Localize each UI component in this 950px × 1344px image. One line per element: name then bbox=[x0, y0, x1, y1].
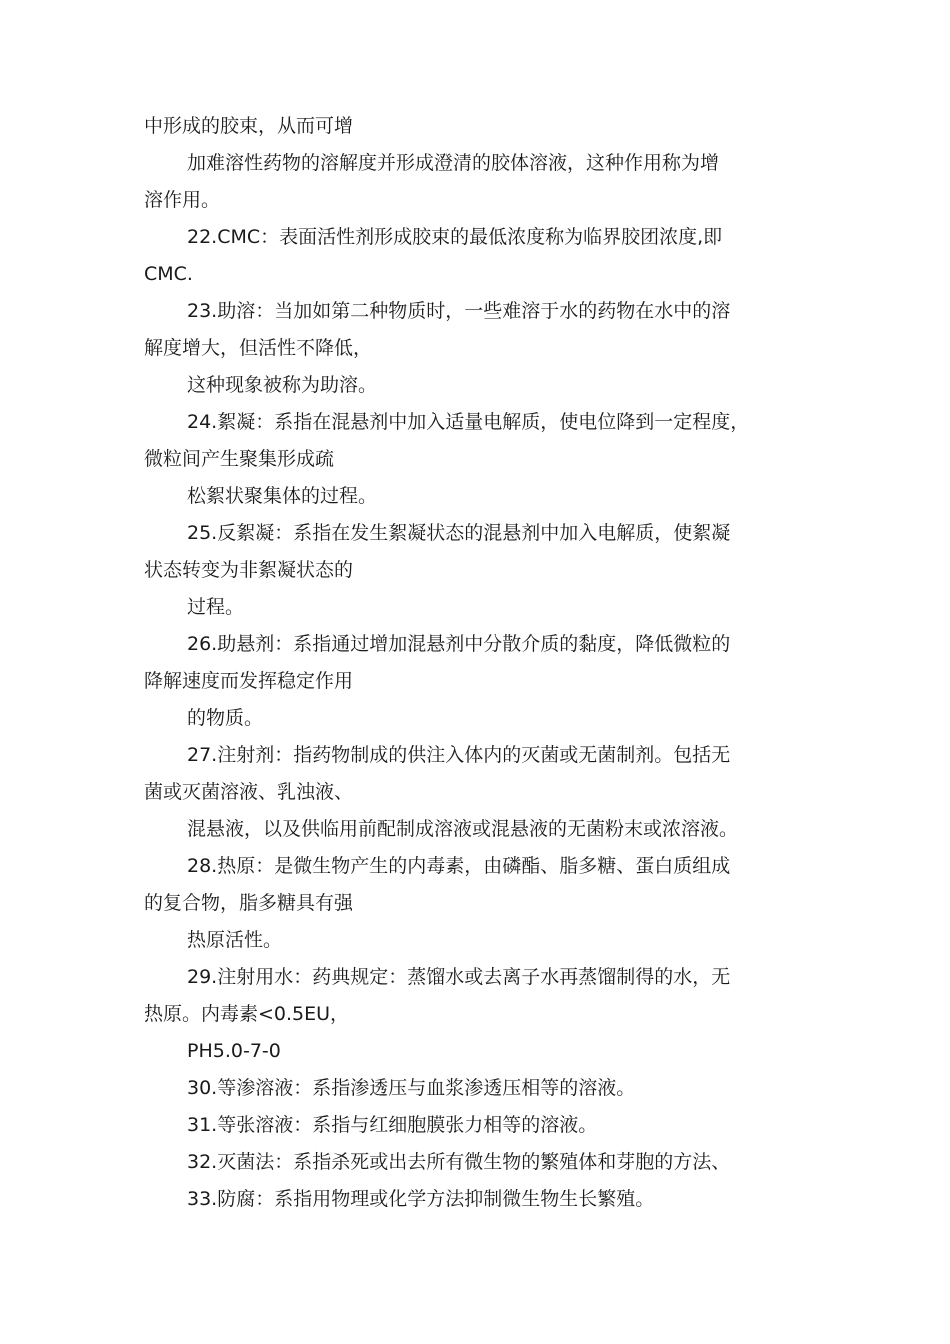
text-line: CMC. bbox=[144, 263, 193, 285]
definition-27-injection: 27.注射剂：指药物制成的供注入体内的灭菌或无菌制剂。包括无 bbox=[187, 744, 731, 766]
definition-26-suspending-agent: 26.助悬剂：系指通过增加混悬剂中分散介质的黏度，降低微粒的 bbox=[187, 633, 731, 655]
definition-32-sterilization: 32.灭菌法：系指杀死或出去所有微生物的繁殖体和芽胞的方法、 bbox=[187, 1151, 731, 1173]
text-line: 过程。 bbox=[187, 596, 245, 618]
definition-30-isosmotic-solution: 30.等渗溶液：系指渗透压与血浆渗透压相等的溶液。 bbox=[187, 1077, 636, 1099]
text-line: 微粒间产生聚集形成疏 bbox=[144, 448, 335, 470]
definition-22-cmc: 22.CMC：表面活性剂形成胶束的最低浓度称为临界胶团浓度,即 bbox=[187, 226, 723, 248]
text-line: 混悬液，以及供临用前配制成溶液或混悬液的无菌粉末或浓溶液。 bbox=[187, 818, 739, 840]
text-line: 这种现象被称为助溶。 bbox=[187, 374, 378, 396]
text-line: 热原活性。 bbox=[187, 929, 283, 951]
definition-33-preservation: 33.防腐：系指用物理或化学方法抑制微生物生长繁殖。 bbox=[187, 1188, 655, 1210]
definition-23-cosolvency: 23.助溶：当加如第二种物质时，一些难溶于水的药物在水中的溶 bbox=[187, 300, 731, 322]
text-line: 降解速度而发挥稳定作用 bbox=[144, 670, 354, 692]
definition-24-flocculation: 24.絮凝：系指在混悬剂中加入适量电解质，使电位降到一定程度， bbox=[187, 411, 750, 433]
definition-29-water-for-injection: 29.注射用水：药典规定：蒸馏水或去离子水再蒸馏制得的水，无 bbox=[187, 966, 731, 988]
text-line: 解度增大，但活性不降低， bbox=[144, 337, 373, 359]
document-body bbox=[144, 108, 834, 1218]
text-line: 热原。内毒素<0.5EU， bbox=[144, 1003, 350, 1025]
text-line: 的物质。 bbox=[187, 707, 264, 729]
text-line: 中形成的胶束，从而可增 bbox=[144, 115, 354, 137]
text-line: 溶作用。 bbox=[144, 189, 221, 211]
text-line: 加难溶性药物的溶解度并形成澄清的胶体溶液，这种作用称为增 bbox=[187, 152, 720, 174]
text-line: 菌或灭菌溶液、乳浊液、 bbox=[144, 781, 354, 803]
definition-25-deflocculation: 25.反絮凝：系指在发生絮凝状态的混悬剂中加入电解质，使絮凝 bbox=[187, 522, 731, 544]
text-line: PH5.0-7-0 bbox=[187, 1040, 281, 1062]
text-line: 松絮状聚集体的过程。 bbox=[187, 485, 378, 507]
text-line: 的复合物，脂多糖具有强 bbox=[144, 892, 354, 914]
text-line: 状态转变为非絮凝状态的 bbox=[144, 559, 354, 581]
definition-31-isotonic-solution: 31.等张溶液：系指与红细胞膜张力相等的溶液。 bbox=[187, 1114, 598, 1136]
definition-28-pyrogen: 28.热原：是微生物产生的内毒素，由磷酯、脂多糖、蛋白质组成 bbox=[187, 855, 731, 877]
